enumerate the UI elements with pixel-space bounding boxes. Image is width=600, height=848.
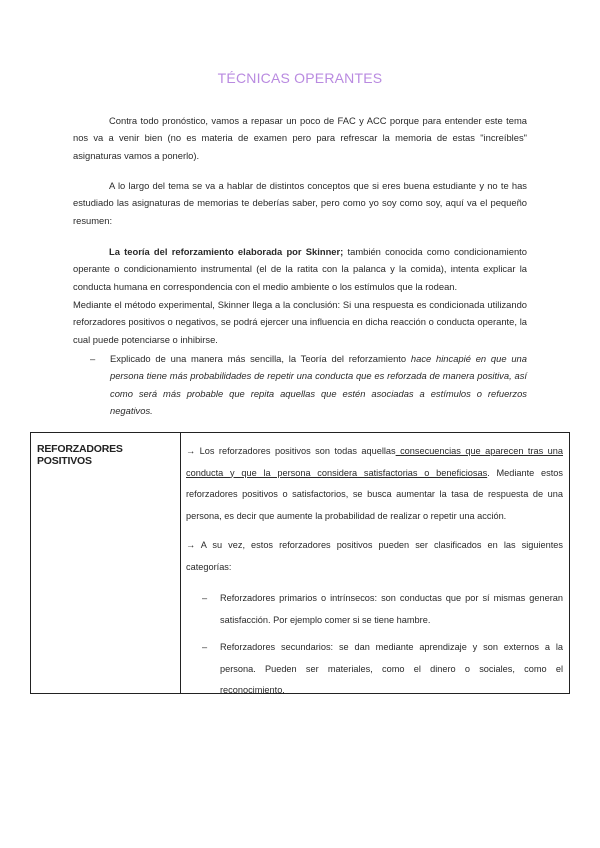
summary-intro-paragraph: A lo largo del tema se va a hablar de distintos conceptos que si eres buena estudiante y no te has estudiado las asignaturas de memorias te deberías saber, pero como yo soy como soy, aquí va el pequeño resumen: (73, 180, 527, 226)
method-paragraph: Mediante el método experimental, Skinner llega a la conclusión: Si una respuesta es condicionada utilizando reforzadores positivos o negativos, se podrá ejercer una influencia en dicha reacción o conducta operante, la cual puede potenciarse o inhibirse. (73, 299, 527, 345)
list-item (186, 637, 563, 702)
list-item-text: Reforzadores secundarios: se dan mediante aprendizaje y son externos a la persona. Pueden ser materiales, como el dinero o sociales, como el reconocimiento. (220, 642, 563, 695)
list-item (186, 588, 563, 631)
explanation-plain: Explicado de una manera más sencilla, la Teoría del reforzamiento (110, 353, 411, 364)
theory-description: también conocida como condicionamiento operante o condicionamiento instrumental (el de la ratita con la palanca y la comida), intenta explicar la conducta humana en correspondencia con el medio ambiente o los estímulos que la rodean. (73, 246, 527, 292)
reinforcer-categories-list (186, 588, 563, 702)
positive-reinforcers-definition (186, 441, 563, 527)
dash-bullet: – (202, 593, 208, 603)
explanation-text (110, 350, 527, 419)
table-right-cell (186, 441, 563, 702)
explanation-list-item (90, 350, 527, 419)
explanation-italic: hace hincapié en que una persona tiene más probabilidades de repetir una conducta que es reforzada de manera positiva, así como será más probable que repita aquellas que estén asociadas a estímulos o refuerzos negativos. (110, 353, 527, 416)
classification-paragraph (186, 535, 563, 578)
table-column-divider (180, 433, 181, 693)
intro-paragraph: Contra todo pronóstico, vamos a repasar un poco de FAC y ACC porque para entender este tema nos va a venir bien (no es materia de examen pero para refrescar la memoria de estas "increíbles" asignaturas vamos a ponerlo). (73, 115, 527, 161)
definition-end: . Mediante estos reforzadores positivos o satisfactorios, se busca aumentar la tasa de respuesta de una persona, es decir que aumente la probabilidad de realizar o repetir una acción. (186, 467, 563, 521)
list-item-text: Reforzadores primarios o intrínsecos: son conductas que por sí mismas generan satisfacción. Por ejemplo comer si se tiene hambre. (220, 593, 563, 625)
arrow-icon: → (186, 540, 196, 550)
definition-start: Los reforzadores positivos son todas aquellas (195, 446, 396, 456)
page-title: TÉCNICAS OPERANTES (217, 70, 383, 86)
theory-paragraph (73, 243, 527, 295)
dash-bullet: – (90, 353, 96, 364)
dash-bullet: – (202, 642, 208, 652)
table-left-heading: REFORZADORES POSITIVOS (37, 443, 123, 467)
theory-heading: La teoría del reforzamiento elaborada por Skinner; (109, 246, 344, 257)
arrow-icon: → (186, 446, 196, 456)
classification-text: A su vez, estos reforzadores positivos pueden ser clasificados en las siguientes categorías: (186, 540, 563, 572)
reinforcers-table (30, 432, 570, 694)
definition-underlined: consecuencias que aparecen tras una conducta y que la persona considera satisfactorias o beneficiosas (186, 446, 564, 478)
